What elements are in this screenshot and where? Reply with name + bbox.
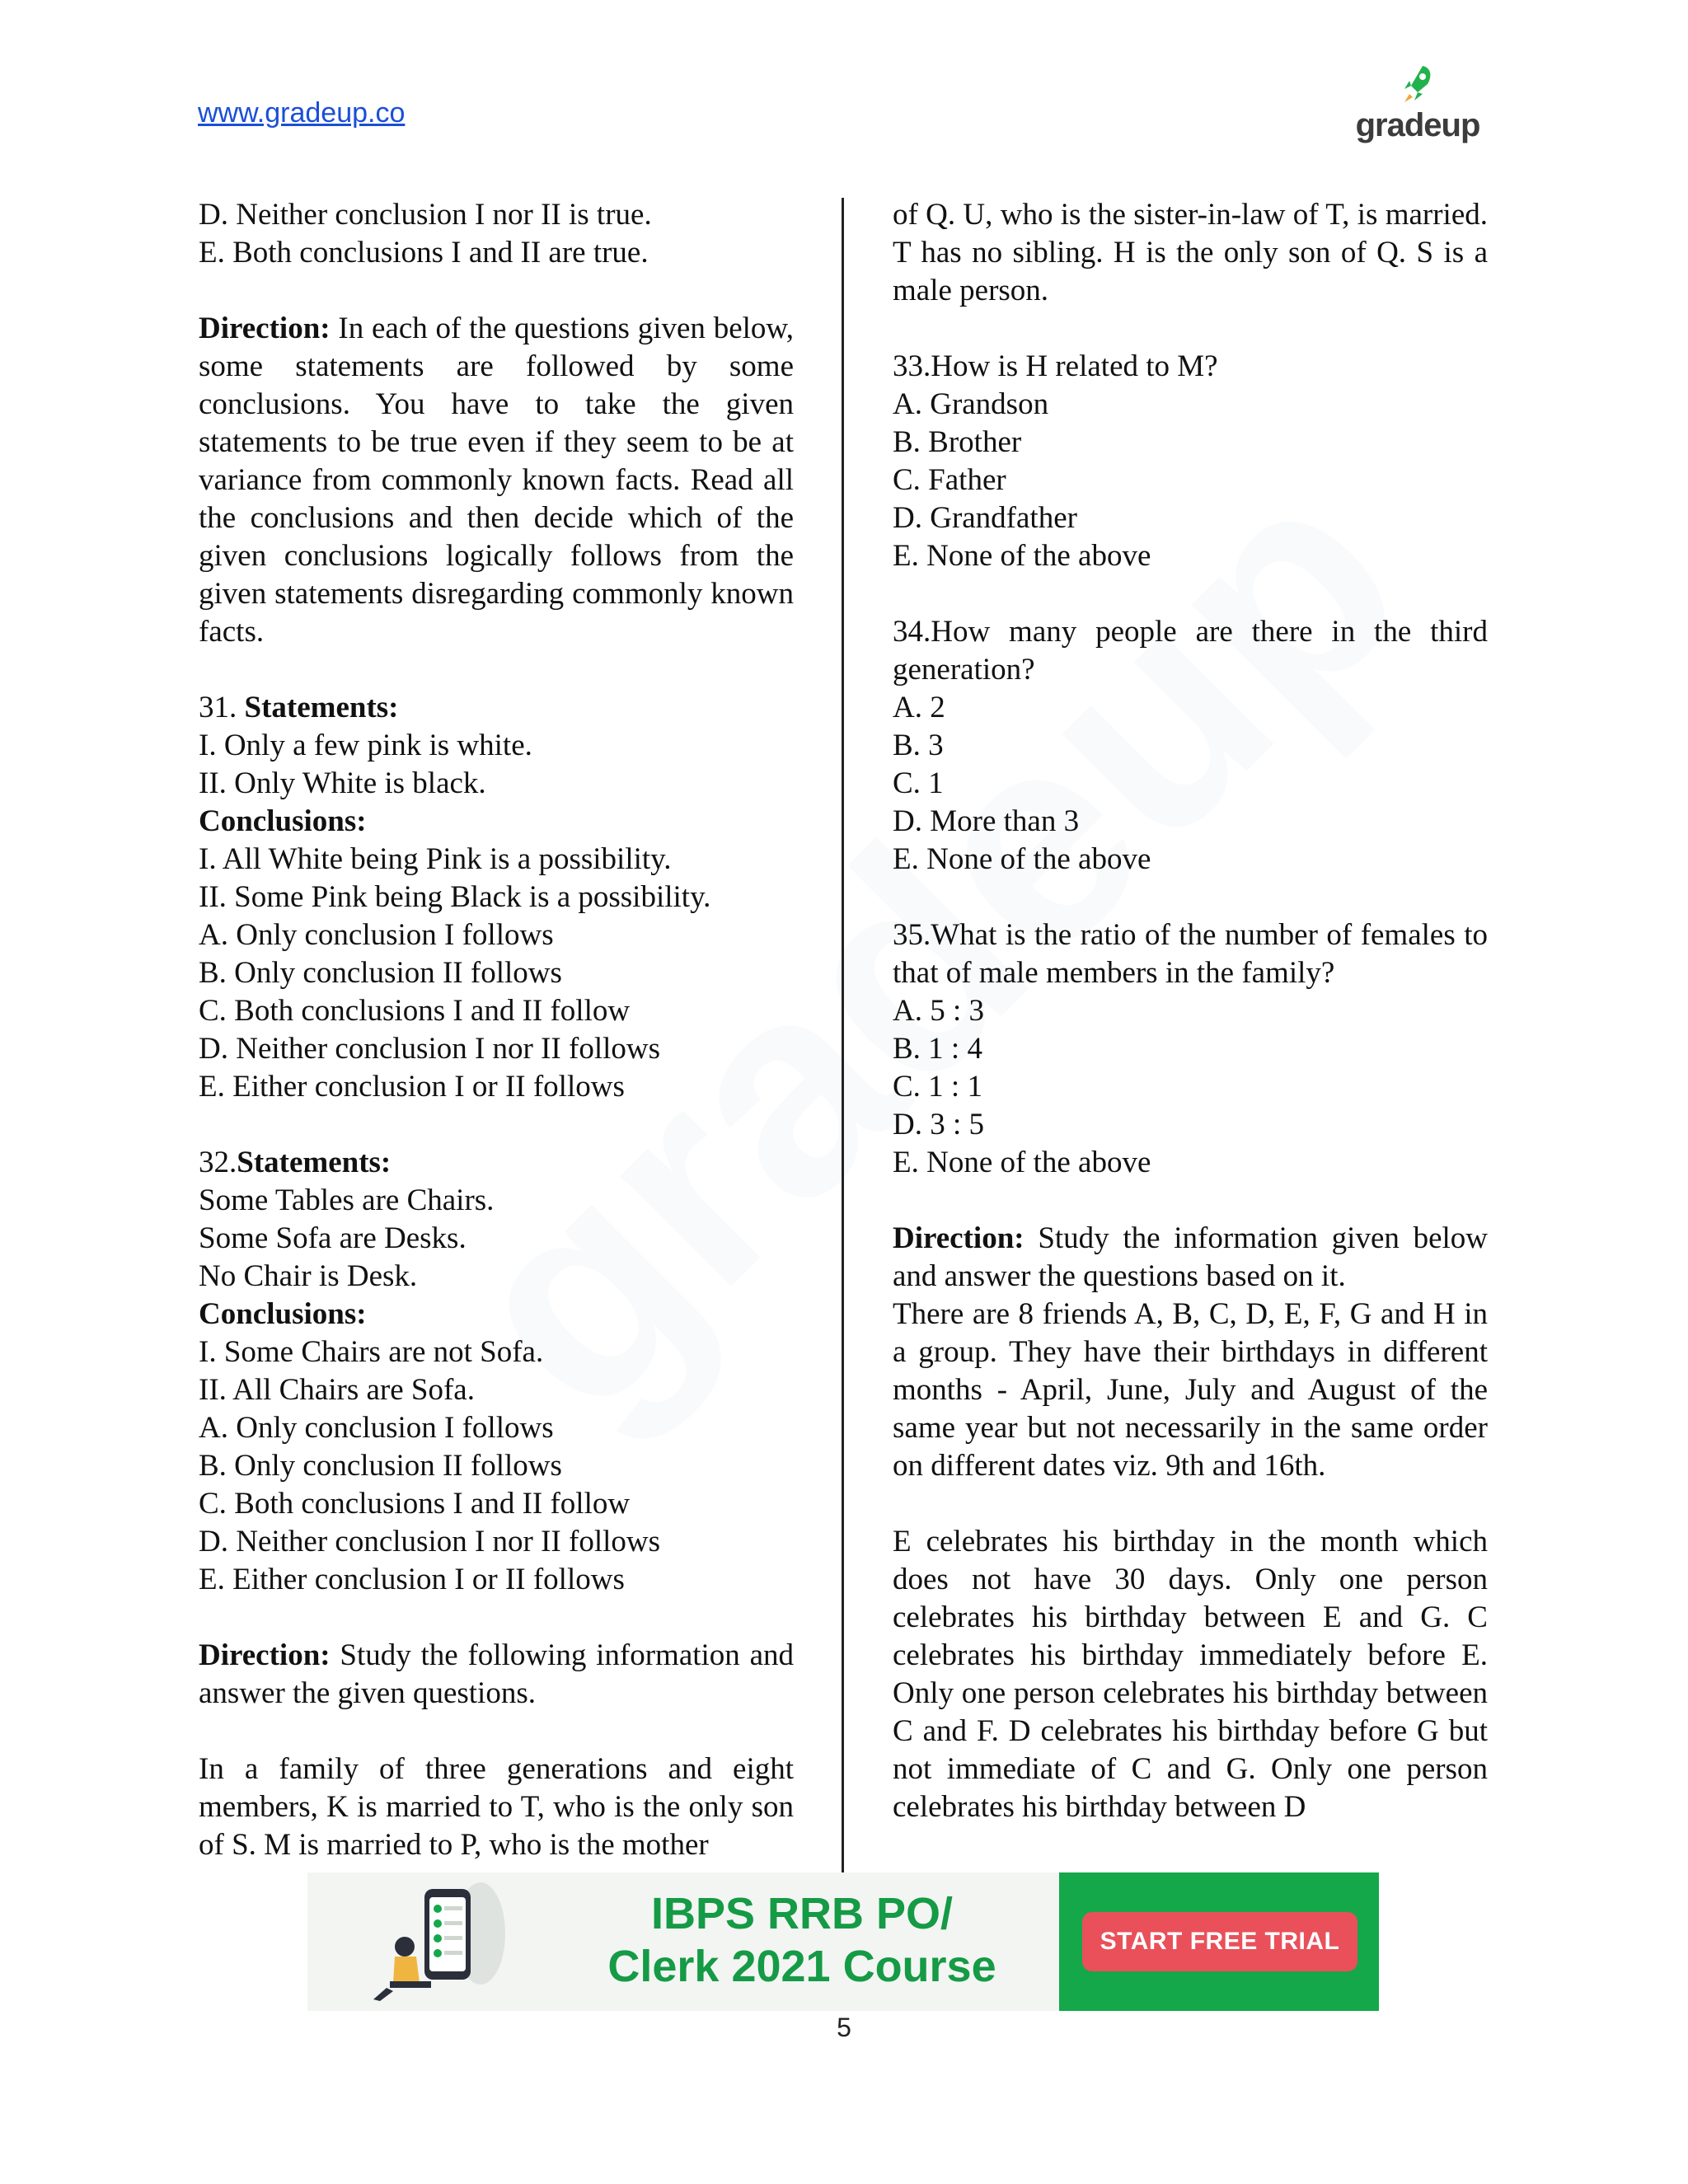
text-line [893,916,1488,992]
text-line [199,1030,794,1068]
paragraph-gap [893,1485,1488,1523]
body-text: II. All Chairs are Sofa. [199,1373,475,1407]
body-text: No Chair is Desk. [199,1259,418,1293]
bold-label: Conclusions: [199,1297,367,1331]
text-line [199,1068,794,1106]
bold-label: Direction: [893,1221,1025,1255]
question-number: 32. [199,1146,237,1179]
body-text: C. 1 : 1 [893,1070,982,1104]
text-line [199,1144,794,1182]
body-text: E. Both conclusions I and II are true. [199,236,649,269]
body-text: D. Neither conclusion I nor II follows [199,1525,661,1558]
body-text: A. 5 : 3 [893,994,984,1028]
body-text: D. 3 : 5 [893,1108,984,1141]
text-line [893,462,1488,499]
text-line [893,1106,1488,1144]
text-line [199,1561,794,1599]
text-line [893,1296,1488,1485]
text-line [199,1485,794,1523]
body-text: B. 3 [893,729,944,762]
body-text: D. Neither conclusion I nor II follows [199,1032,661,1066]
text-line [199,1220,794,1258]
text-line [199,1409,794,1447]
text-line [893,1144,1488,1182]
text-line [199,1182,794,1220]
text-line [893,386,1488,424]
body-text: I. All White being Pink is a possibility. [199,842,672,876]
paragraph-gap [893,575,1488,613]
text-line [199,1296,794,1333]
paragraph-gap [893,1182,1488,1220]
paragraph-gap [199,1106,794,1144]
page-number: 5 [837,2013,851,2042]
text-line [199,1637,794,1713]
column-divider [842,198,844,1875]
rocket-icon [1403,64,1434,107]
bold-label: Conclusions: [199,804,367,838]
body-text: A. Only conclusion I follows [199,918,554,952]
body-text: E. Either conclusion I or II follows [199,1070,625,1104]
text-line [199,1371,794,1409]
text-line [199,1258,794,1296]
body-text: C. Father [893,463,1006,497]
body-text: E. None of the above [893,539,1151,573]
body-text: A. Grandson [893,387,1049,421]
body-text: B. Only conclusion II follows [199,956,562,990]
body-text: I. Only a few pink is white. [199,729,532,762]
text-line [199,234,794,272]
brand-logo [1352,64,1484,147]
text-line [199,803,794,841]
body-text: Study the information given below and answer the questions based on it. [893,1221,1488,1293]
banner-heading-line2: Clerk 2021 Course [607,1942,996,1991]
body-text: I. Some Chairs are not Sofa. [199,1335,544,1369]
left-column [199,196,794,1864]
body-text: A. Only conclusion I follows [199,1411,554,1445]
body-text: Some Tables are Chairs. [199,1183,495,1217]
body-text: B. Only conclusion II follows [199,1449,562,1483]
right-column [893,196,1488,1826]
text-line [199,727,794,765]
paragraph-gap [893,879,1488,916]
body-text: E celebrates his birthday in the month which does not have 30 days. Only one person celebrates his birthday between E and G. C celebrates his birthday immediately before E. Only one person celebrates his birthday between C and F. D celebrates his birthday before G but not immediate of C and G. Only one person celebrates his birthday between D [893,1525,1488,1824]
body-text: II. Some Pink being Black is a possibility. [199,880,711,914]
start-free-trial-button[interactable]: START FREE TRIAL [1082,1912,1357,1971]
text-line [893,727,1488,765]
body-text: E. Either conclusion I or II follows [199,1563,625,1596]
text-line [893,765,1488,803]
text-line [893,613,1488,689]
question-number: 31. [199,691,245,724]
body-text: D. More than 3 [893,804,1080,838]
body-text: of Q. U, who is the sister-in-law of T, is married. T has no sibling. H is the only son of Q. S is a male person. [893,198,1488,307]
text-line [893,803,1488,841]
body-text: In each of the questions given below, some statements are followed by some conclusions. You have to take the given statements to be true even if they seem to be at variance from commonly known facts. Read all the conclusions and then decide which of the given conclusions logically follows from the given statements disregarding commonly known facts. [199,312,794,649]
text-line [893,1523,1488,1826]
text-line [893,992,1488,1030]
body-text: 35.What is the ratio of the number of females to that of male members in the family? [893,918,1488,990]
site-link[interactable]: www.gradeup.co [198,97,406,129]
text-line [199,1750,794,1864]
text-line [199,1333,794,1371]
text-line [893,196,1488,310]
body-text: In a family of three generations and eight members, K is married to T, who is the only son of S. M is married to P, who is the mother [199,1752,794,1862]
text-line [893,1068,1488,1106]
bold-label: Direction: [199,312,331,345]
text-line [199,992,794,1030]
text-line [199,196,794,234]
text-line [893,1220,1488,1296]
body-text: 33.How is H related to M? [893,349,1218,383]
text-line [199,916,794,954]
text-line [199,1523,794,1561]
body-text: There are 8 friends A, B, C, D, E, F, G and H in a group. They have their birthdays in different months - April, June, July and August of the same year but not necessarily in the same order on different dates viz. 9th and 16th. [893,1297,1488,1483]
body-text: II. Only White is black. [199,766,486,800]
banner-heading [579,1887,1025,1993]
text-line [199,310,794,651]
body-text: A. 2 [893,691,945,724]
body-text: D. Neither conclusion I nor II is true. [199,198,652,232]
paragraph-gap [199,272,794,310]
paragraph-gap [199,651,794,689]
banner-heading-line1: IBPS RRB PO/ [650,1889,954,1938]
text-line [893,424,1488,462]
text-line [893,841,1488,879]
body-text: C. 1 [893,766,944,800]
body-text: E. None of the above [893,1146,1151,1179]
paragraph-gap [199,1713,794,1750]
body-text: 34.How many people are there in the third generation? [893,615,1488,687]
text-line [893,537,1488,575]
body-text: B. Brother [893,425,1022,459]
body-text: E. None of the above [893,842,1151,876]
text-line [199,765,794,803]
body-text: Study the following information and answer the given questions. [199,1638,794,1710]
text-line [199,689,794,727]
bold-label: Statements: [244,691,399,724]
text-line [893,499,1488,537]
body-text: Some Sofa are Desks. [199,1221,467,1255]
paragraph-gap [893,310,1488,348]
text-line [893,348,1488,386]
body-text: B. 1 : 4 [893,1032,982,1066]
paragraph-gap [199,1599,794,1637]
brand-name: gradeup [1355,107,1480,143]
text-line [199,879,794,916]
body-text: C. Both conclusions I and II follow [199,1487,631,1521]
text-line [893,689,1488,727]
text-line [199,1447,794,1485]
phone-study-illustration [357,1876,538,2008]
text-line [199,841,794,879]
bold-label: Statements: [237,1146,392,1179]
text-line [893,1030,1488,1068]
body-text: C. Both conclusions I and II follow [199,994,631,1028]
body-text: D. Grandfather [893,501,1077,535]
course-ad-banner[interactable] [307,1872,1379,2011]
bold-label: Direction: [199,1638,331,1672]
text-line [199,954,794,992]
